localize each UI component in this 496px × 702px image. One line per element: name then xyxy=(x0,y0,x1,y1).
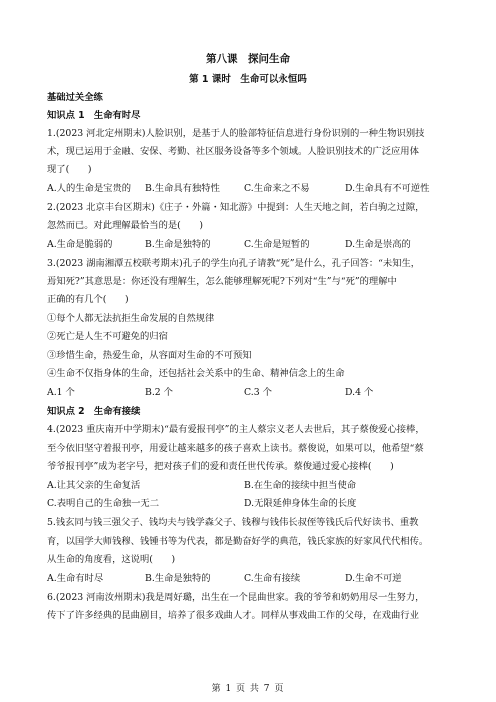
q4-option-c: C.表明自己的生命独一无二 xyxy=(47,498,160,509)
question-3-statement-1: ①每个人都无法抗拒生命发展的自然规律 xyxy=(47,313,215,324)
question-1-line-2: 术，现已运用于金融、安保、考勤、社区服务设备等多个领域。人脸识别技术的广泛应用体 xyxy=(47,146,419,157)
question-5-line-1: 5.钱玄同与钱三强父子、钱均夫与钱学森父子、钱穆与钱伟长叔侄等钱氏后代好读书、重教 xyxy=(47,517,419,528)
q5-option-c: C.生命有接续 xyxy=(244,573,301,584)
question-3-line-2: 焉知死?”其意思是：你还没有理解生，怎么能够理解死呢?下列对“生”与“死”的理解中 xyxy=(47,276,397,287)
q1-option-a: A.人的生命是宝贵的 xyxy=(47,183,132,194)
q2-option-a: A.生命是脆弱的 xyxy=(47,239,113,250)
question-4-line-2: 至今依旧坚守着报刊亭，用爱让越来越多的孩子喜欢上读书。蔡俊说，如果可以，他希望“蔡 xyxy=(47,443,424,454)
q3-option-d: D.4 个 xyxy=(345,387,374,398)
question-4-line-1: 4.(2023 重庆南开中学期末)“最有爱报刊亭”的主人蔡宗义老人去世后，其子蔡俊爱心接棒， xyxy=(47,424,425,435)
q5-option-d: D.生命不可逆 xyxy=(345,573,402,584)
section-heading: 基础过关全练 xyxy=(47,92,103,103)
question-6-line-2: 传下了许多经典的昆曲剧目，培养了很多戏曲人才。同样从事戏曲工作的父母，在戏曲行业 xyxy=(47,610,419,621)
q3-option-c: C.3 个 xyxy=(244,387,272,398)
question-6-line-1: 6.(2023 河南汝州期末)我是周好璐，出生在一个昆曲世家。我的爷爷和奶奶用尽一生努力， xyxy=(47,592,425,603)
question-3-statement-2: ②死亡是人生不可避免的归宿 xyxy=(47,331,168,342)
q2-option-c: C.生命是短暂的 xyxy=(244,239,310,250)
q1-option-b: B.生命具有独特性 xyxy=(145,183,220,194)
q5-option-a: A.生命有时尽 xyxy=(47,573,104,584)
question-3-statement-3: ③珍惜生命，热爱生命，从容面对生命的不可预知 xyxy=(47,350,252,361)
q2-option-b: B.生命是独特的 xyxy=(145,239,211,250)
question-3-line-1: 3.(2023 湖南湘潭五校联考期末)孔子的学生向孔子请教“死”是什么，孔子回答：“未知生， xyxy=(47,258,421,269)
q4-option-b: B.在生命的接续中担当使命 xyxy=(244,480,357,491)
question-2-line-2: 忽然而已。对此理解最恰当的是( ) xyxy=(47,220,204,231)
question-5-line-2: 育，以国学大师钱穆、钱锺书等为代表，都是勤奋好学的典范，钱氏家族的好家风代代相传。 xyxy=(47,536,429,547)
question-3-statement-4: ④生命不仅指身体的生命，还包括社会关系中的生命、精神信念上的生命 xyxy=(47,368,345,379)
question-2-line-1: 2.(2023 北京丰台区期末)《庄子・外篇・知北游》中提到：人生天地之间，若白驹之过隙， xyxy=(47,202,425,213)
question-3-line-3: 正确的有几个( ) xyxy=(47,294,129,305)
question-4-line-3: 爷爷报刊亭”成为老字号，把对孩子们的爱和责任世代传承。蔡俊通过爱心接棒( ) xyxy=(47,461,394,472)
q2-option-d: D.生命是崇高的 xyxy=(345,239,411,250)
lesson-title: 第八课 探问生命 xyxy=(206,53,290,65)
q5-option-b: B.生命是独特的 xyxy=(145,573,211,584)
q4-option-d: D.无限延伸身体生命的长度 xyxy=(244,498,357,509)
knowledge-point-2: 知识点 2 生命有接续 xyxy=(47,406,141,417)
question-1-line-1: 1.(2023 河北定州期末)人脸识别，是基于人的脸部特征信息进行身份识别的一种生物识别技 xyxy=(47,128,425,139)
question-5-line-3: 从生命的角度看，这说明( ) xyxy=(47,554,176,565)
q3-option-a: A.1 个 xyxy=(47,387,75,398)
lesson-subtitle: 第 1 课时 生命可以永恒吗 xyxy=(189,74,307,85)
question-1-line-3: 现了( ) xyxy=(47,164,92,175)
q4-option-a: A.让其父亲的生命复活 xyxy=(47,480,141,491)
page-footer: 第 1 页 共 7 页 xyxy=(211,684,285,694)
q1-option-d: D.生命具有不可逆性 xyxy=(345,183,430,194)
q3-option-b: B.2 个 xyxy=(145,387,173,398)
knowledge-point-1: 知识点 1 生命有时尽 xyxy=(47,110,141,121)
q1-option-c: C.生命来之不易 xyxy=(244,183,310,194)
